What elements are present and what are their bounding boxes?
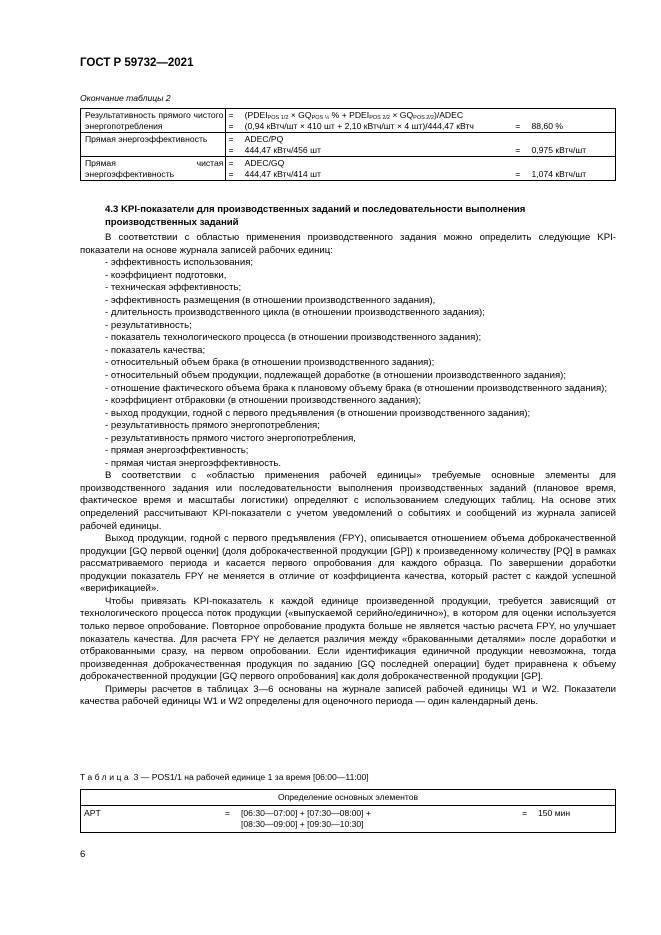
paragraph: Чтобы привязать KPI-показатель к каждой единице произведенной продукции, требуется зависящий от технологического процесса поток продукции («выпускаемой серийно/единично»), в котором для оценки используется только первое опробование. Повторное опробование продукта больше не является частью расчета FPY, но улучшает показатель качества. Для расчета FPY не делается различия между «бракованными деталями» после доработки и отбракованными сразу, на первом опробовании. Если идентификация единичной продукции невозможна, тогда произведенная доброкачественная продукция по заданию [GQ последней операции] будет приравнена к объему доброкачественной продукции [GQ первого опробования] как доля доброкачественной продукции [GP]. <box>80 595 616 683</box>
section-title: 4.3 KPI-показатели для производственных заданий и последовательности выполнения производственных заданий <box>105 204 526 228</box>
table3-caption: Таблица 3 — POS1/1 на рабочей единице 1 за время [06:00—11:00] <box>80 772 369 782</box>
formula-line-2: (0,94 кВтч/шт × 410 шт + 2,10 кВтч/шт × 4 шт)/444,47 кВтч <box>244 120 474 131</box>
equals-sign: = = <box>226 109 241 133</box>
result-value: 150 мин <box>535 806 616 833</box>
table-row <box>81 109 616 133</box>
equals-sign: = <box>515 157 527 181</box>
list-item: - выход продукции, годной с первого предъявления (в отношении производственного задания); <box>105 407 531 419</box>
formula <box>241 109 516 133</box>
list-item: - коэффициент подготовки, <box>105 269 227 281</box>
formula: ADEC/GQ 444,47 кВтч/414 шт <box>241 157 516 181</box>
table-3 <box>80 789 616 833</box>
list-item: - отношение фактического объема брака к плановому объему брака (в отношении производственного задания); <box>105 382 608 394</box>
list-item: - результативность прямого энергопотребления; <box>105 420 320 432</box>
result-value: 88,60 % <box>527 109 615 133</box>
list-item: - результативность прямого чистого энергопотребления, <box>105 432 356 444</box>
equals-sign: = <box>222 806 238 833</box>
list-item: - эффективность использования; <box>105 257 254 269</box>
section-body <box>80 232 616 709</box>
paragraph: Выход продукции, годной с первого предъявления (FPY), описывается отношением объема доброкачественной продукции [GQ первой оценки] (доля доброкачественной продукции [GP]) к произведенному количеству [PQ] в рамках рассматриваемого периода и касается первого опробования для каждого образца. По завершении доработки продукции показатель FPY не меняется в отличие от коэффициента качества, который растет с каждой успешной «верификацией». <box>80 533 616 595</box>
intro-paragraph: В соответствии с областью применения производственного задания можно определить следующие KPI-показатели на основе журнала записей рабочих единиц: <box>80 232 616 256</box>
list-item: - техническая эффективность; <box>105 282 242 294</box>
row-label: APT <box>81 806 223 833</box>
table-row <box>81 806 616 833</box>
list-item: - эффективность размещения (в отношении производственного задания), <box>105 294 436 306</box>
list-item: - показатель технологического процесса (в отношении производственного задания); <box>105 332 482 344</box>
formula-line-1: (PDEIPOS 1/2 × GQPOS ½ % + PDEIPOS 2/2 × GQPOS 2/2)/ADEC <box>244 110 464 121</box>
list-item: - показатель качества; <box>105 344 206 356</box>
formula: ADEC/PQ 444,47 кВтч/456 шт <box>241 133 516 157</box>
list-item: - коэффициент отбраковки (в отношении производственного задания); <box>105 395 422 407</box>
list-item: - относительный объем брака (в отношении производственного задания); <box>105 357 435 369</box>
table-header: Определение основных элементов <box>81 790 616 806</box>
document-header: ГОСТ Р 59732—2021 <box>80 57 194 69</box>
paragraph: В соответствии с «областью применения рабочей единицы» требуемые основные элементы для производственного задания или последовательности выполнения производственных заданий (плановое время, фактическое время и масштабы логистики) определяют с использованием следующих таблиц. На основе этих определений рассчитывают KPI-показатели с учетом уведомлений о событиях и сообщений из журнала записей рабочей единицы. <box>80 470 616 532</box>
table-row <box>81 157 616 181</box>
equals-sign: = = <box>226 157 241 181</box>
equals-sign: = <box>515 109 527 133</box>
table-2 <box>80 108 616 181</box>
formula: [06:30—07:00] + [07:30—08:00] + [08:30—09:00] + [09:30—10:30] <box>238 806 519 833</box>
list-item: - относительный объем продукции, подлежащей доработке (в отношении производственного задания); <box>105 370 567 382</box>
paragraph: Примеры расчетов в таблицах 3—6 основаны на журнале записей рабочей единицы W1 и W2. Показатели качества рабочей единицы W1 и W2 определены для оценочного периода — один календарный день. <box>80 683 616 708</box>
equals-sign: = <box>515 133 527 157</box>
equals-sign: = = <box>226 133 241 157</box>
list-item: - длительность производственного цикла (в отношении производственного задания); <box>105 307 485 319</box>
page-number: 6 <box>80 849 86 860</box>
list-item: - прямая чистая энергоэффективность. <box>105 457 282 469</box>
row-label: Прямая энергоэффективность <box>81 133 226 157</box>
row-label: Результативность прямого чистого энергопотребления <box>81 109 226 133</box>
list-item: - прямая энергоэффективность; <box>105 445 249 457</box>
table-row <box>81 133 616 157</box>
result-value: 0,975 кВтч/шт <box>527 133 615 157</box>
row-label: Прямая чистая энергоэффективность <box>81 157 226 181</box>
kpi-list <box>80 257 616 470</box>
equals-sign: = <box>519 806 535 833</box>
list-item: - результативность; <box>105 319 192 331</box>
result-value: 1,074 кВтч/шт <box>527 157 615 181</box>
table-header-row <box>81 790 616 806</box>
table2-caption: Окончание таблицы 2 <box>80 93 171 103</box>
